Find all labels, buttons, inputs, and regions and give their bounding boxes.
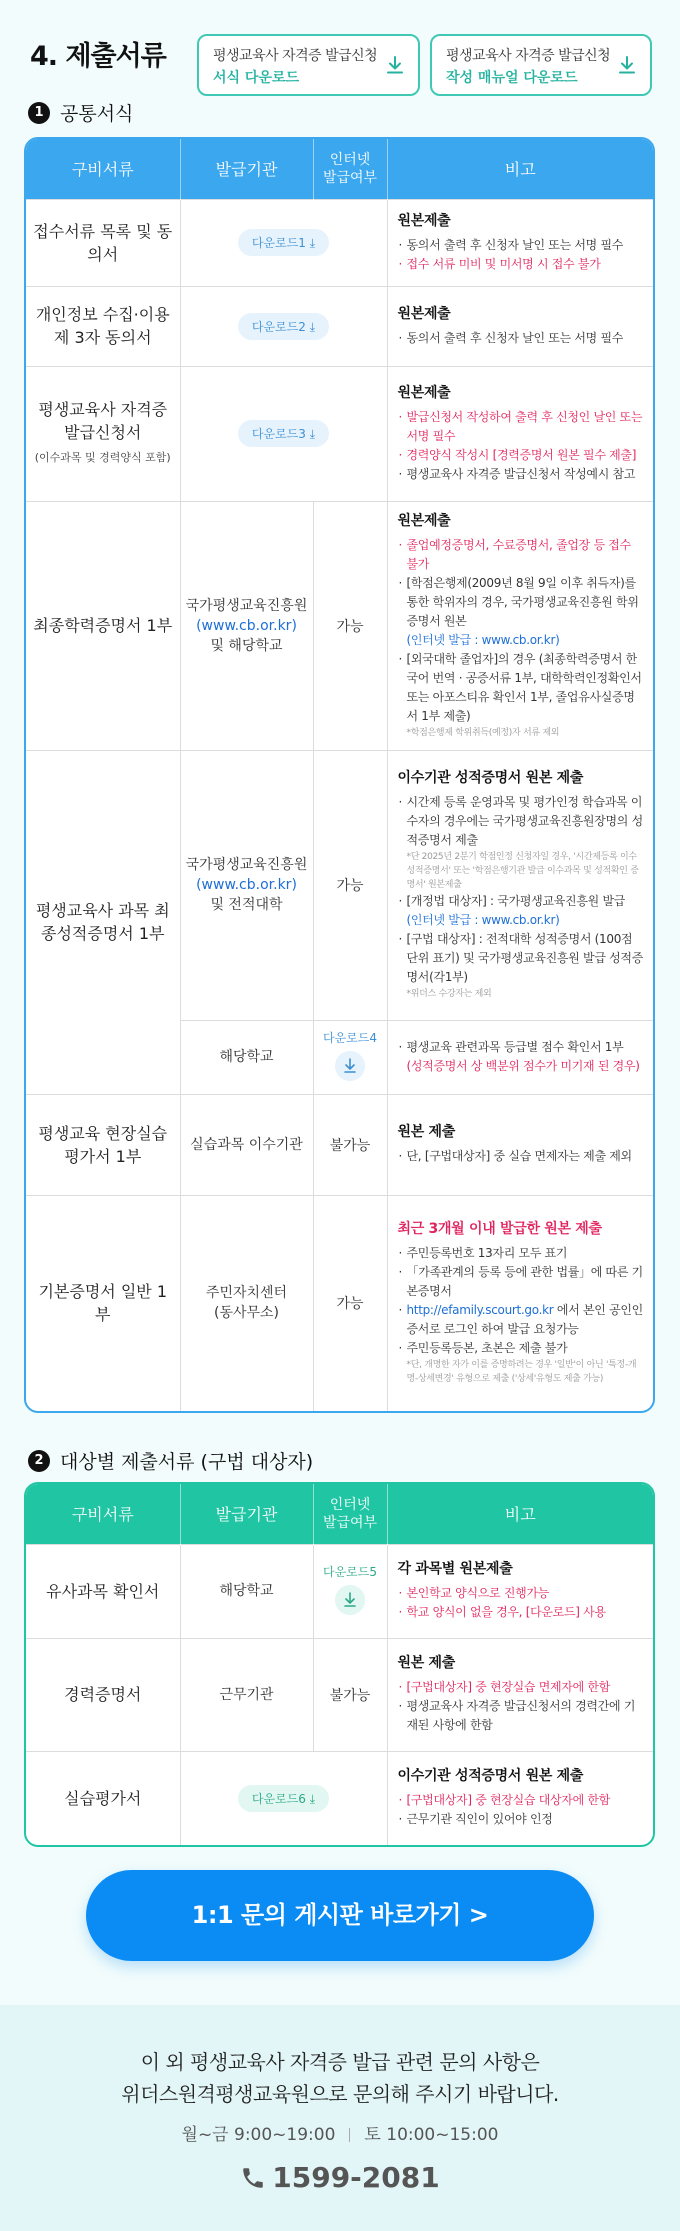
note-item-warning: · 발급신청서 작성하여 출력 후 신청인 날인 또는 서명 필수 — [398, 408, 644, 446]
table-row — [26, 199, 653, 286]
manual-download-sublabel: 작성 매뉴얼 다운로드 — [446, 70, 578, 86]
note-link[interactable]: (인터넷 발급 : www.cb.or.kr) — [406, 632, 560, 647]
download-icon — [616, 54, 638, 76]
note-item: · 평생교육사 자격증 발급신청서 작성예시 참고 — [398, 465, 644, 484]
issuer: 근무기관 — [180, 1638, 313, 1751]
table-row — [26, 366, 653, 501]
note-footnote: *학점은행제 학위취득(예정)자 서류 제외 — [406, 727, 560, 738]
online-availability: 가능 — [313, 501, 387, 750]
note-footnote: *위더스 수강자는 제외 — [406, 989, 492, 999]
download-icon: ⤓ — [309, 1791, 316, 1806]
doc-name: 최종학력증명서 1부 — [26, 501, 180, 750]
download-4-label: 다운로드4 — [322, 1031, 377, 1045]
note-footnote: *단 2025년 2분기 학점인정 신청자일 경우, '시간제등록 이수 성적증명서' 또는 '학점은행기관 발급 이수과목 및 성적확인 증명서' 원본제출 — [406, 852, 639, 890]
doc-name: 평생교육 현장실습평가서 1부 — [26, 1094, 180, 1195]
col-header-org: 발급기관 — [180, 139, 313, 199]
download-3-button[interactable]: 다운로드3 ⤓ — [238, 420, 329, 447]
download-icon: ⤓ — [309, 427, 316, 441]
note-heading: 원본제출 — [397, 512, 451, 529]
note-item-warning: · 접수 서류 미비 및 미서명 시 접수 불가 — [398, 255, 644, 274]
table-row — [26, 1544, 653, 1638]
efamily-link[interactable]: http://efamily.scourt.go.kr — [406, 1303, 554, 1318]
section-title: 대상별 제출서류 (구법 대상자) — [60, 1451, 314, 1473]
note-item: · 시간제 등록 운영과목 및 평가인정 학습과목 이수자의 경우에는 국가평생교육진흥원장명의 성적증명서 제출 — [398, 793, 644, 850]
issuer: 실습과목 이수기관 — [180, 1094, 313, 1195]
col-header-doc: 구비서류 — [26, 1484, 180, 1544]
note-item: · 동의서 출력 후 신청자 날인 또는 서명 필수 — [398, 329, 644, 348]
note-heading: 원본 제출 — [397, 1655, 455, 1671]
form-download-label: 평생교육사 자격증 발급신청 — [213, 48, 378, 64]
note-item: · [구법 대상자] : 전적대학 성적증명서 (100점 단위 표기) 및 국가평생교육진흥원 발급 성적증명서(각1부) — [398, 930, 644, 987]
note-item-warning: · 학교 양식이 없을 경우, [다운로드] 사용 — [398, 1603, 644, 1622]
col-header-note: 비고 — [387, 1484, 653, 1544]
note-heading: 이수기관 성적증명서 원본 제출 — [397, 1768, 584, 1785]
note-item-warning: · [구법대상자] 중 현장실습 면제자에 한함 — [398, 1678, 644, 1697]
online-availability: 가능 — [313, 1195, 387, 1411]
form-download-sublabel: 서식 다운로드 — [213, 70, 300, 86]
doc-name: 유사과목 확인서 — [26, 1544, 180, 1638]
col-header-org: 발급기관 — [180, 1484, 313, 1544]
online-availability: 불가능 — [313, 1094, 387, 1195]
phone-number[interactable]: 1599-2081 — [0, 2161, 680, 2194]
note-item: · 단, [구법대상자] 중 실습 면제자는 제출 제외 — [398, 1147, 644, 1166]
section-heading-target — [28, 1447, 313, 1474]
note-item: · 동의서 출력 후 신청자 날인 또는 서명 필수 — [398, 236, 644, 255]
doc-name: 평생교육사 자격증 발급신청서 (이수과목 및 경력양식 포함) — [26, 366, 180, 501]
section-number-badge: 2 — [28, 1450, 50, 1472]
note-link[interactable]: (인터넷 발급 : www.cb.or.kr) — [406, 913, 560, 927]
note-item: · [개정법 대상자] : 국가평생교육진흥원 발급 — [398, 892, 644, 911]
note-item: · 주민등록등본, 초본은 제출 불가 — [398, 1339, 644, 1358]
note-heading: 최근 3개월 이내 발급한 원본 제출 — [397, 1221, 602, 1238]
table-row — [26, 501, 653, 750]
issuer-link[interactable]: (www.cb.or.kr) — [196, 877, 297, 893]
doc-name: 경력증명서 — [26, 1638, 180, 1751]
note-item: · http://efamily.scourt.go.kr 에서 본인 공인인증서로 로그인 하여 발급 요청가능 — [398, 1301, 644, 1339]
download-2-button[interactable]: 다운로드2 ⤓ — [238, 313, 329, 340]
footer — [0, 2005, 680, 2231]
issuer: 해당학교 — [180, 1544, 313, 1638]
online-availability: 불가능 — [313, 1638, 387, 1751]
office-hours: 월~금 9:00~19:00 토 10:00~15:00 — [181, 2125, 499, 2145]
note-heading: 원본제출 — [397, 305, 451, 322]
doc-name: 평생교육사 과목 최종성적증명서 1부 — [26, 750, 180, 1094]
download-6-button[interactable]: 다운로드6 ⤓ — [238, 1785, 329, 1812]
note-item: · 평생교육사 자격증 발급신청서의 경력간에 기재된 사항에 한함 — [398, 1697, 644, 1735]
issuer: 해당학교 — [180, 1020, 313, 1094]
table-row — [26, 1195, 653, 1411]
table-header-row — [26, 1484, 653, 1544]
manual-download-button[interactable] — [430, 34, 652, 96]
note-item-warning: · 졸업예정증명서, 수료증명서, 졸업장 등 접수 불가 — [398, 536, 644, 574]
phone-icon — [240, 2165, 266, 2191]
note-heading: 원본제출 — [397, 212, 451, 229]
issuer: 주민자치센터 (동사무소) — [180, 1195, 313, 1411]
note-footnote: *단, 개명한 자가 이를 증명하려는 경우 '일반'이 아닌 '특정-개명-상세변경' 유형으로 제출 ('상세'유형도 제출 가능) — [406, 1360, 637, 1385]
common-forms-table — [24, 137, 655, 1413]
col-header-net: 인터넷 발급여부 — [313, 1484, 387, 1544]
note-heading: 원본 제출 — [397, 1124, 455, 1140]
note-item: · 「가족관계의 등록 등에 관한 법률」에 따른 기본증명서 — [398, 1263, 644, 1301]
note-item: · 평생교육 관련과목 등급별 점수 확인서 1부 — [398, 1038, 644, 1057]
table-row — [26, 750, 653, 1020]
footer-message: 이 외 평생교육사 자격증 발급 관련 문의 사항은 위더스원격평생교육원으로 문의해 주시기 바랍니다. — [121, 2050, 559, 2106]
download-icon: ⤓ — [309, 236, 316, 250]
issuer: 국가평생교육진흥원 (www.cb.or.kr) 및 전적대학 — [180, 750, 313, 1020]
download-5-label: 다운로드5 — [322, 1565, 377, 1579]
issuer-link[interactable]: (www.cb.or.kr) — [196, 617, 297, 634]
download-4-icon[interactable] — [335, 1051, 365, 1081]
inquiry-board-button[interactable]: 1:1 문의 게시판 바로가기 > — [86, 1870, 594, 1961]
note-item: · 근무기관 직인이 있어야 인정 — [398, 1810, 644, 1829]
doc-name: 실습평가서 — [26, 1751, 180, 1845]
note-heading: 각 과목별 원본제출 — [397, 1561, 513, 1577]
note-item-warning: · 본인학교 양식으로 진행가능 — [398, 1584, 644, 1603]
table-row — [26, 1094, 653, 1195]
note-heading: 원본제출 — [397, 384, 451, 401]
section-number-badge: 1 — [28, 102, 50, 124]
table-row — [26, 1751, 653, 1845]
note-heading: 이수기관 성적증명서 원본 제출 — [397, 770, 584, 786]
col-header-net: 인터넷 발급여부 — [313, 139, 387, 199]
doc-name: 개인정보 수집·이용 제 3자 동의서 — [26, 286, 180, 366]
note-item: · 주민등록번호 13자리 모두 표기 — [398, 1244, 644, 1263]
online-availability: 가능 — [313, 750, 387, 1020]
section-heading-common — [28, 99, 133, 126]
section-title: 공통서식 — [60, 103, 134, 125]
download-icon: ⤓ — [309, 319, 316, 334]
note-item-warning: · 경력양식 작성시 [경력증명서 원본 필수 제출] — [398, 446, 644, 465]
col-header-doc: 구비서류 — [26, 139, 180, 199]
target-forms-table — [24, 1482, 655, 1847]
page-title: 4. 제출서류 — [30, 41, 166, 72]
table-row — [26, 286, 653, 366]
form-download-button[interactable] — [197, 34, 420, 96]
download-icon — [384, 54, 406, 76]
doc-name: 기본증명서 일반 1부 — [26, 1195, 180, 1411]
note-item-warning: (성적증명서 상 백분위 점수가 미기재 된 경우) — [406, 1059, 640, 1073]
note-item: · [학점은행제(2009년 8월 9일 이후 취득자)를 통한 학위자의 경우, 국가평생교육진흥원 학위증명서 원본 — [398, 574, 644, 631]
table-header-row — [26, 139, 653, 199]
note-item: · [외국대학 졸업자]의 경우 (최종학력증명서 한국어 번역 · 공증서류 1부, 대학학력인정확인서 또는 아포스티유 확인서 1부, 졸업유사실증명서 1부 제출) — [398, 650, 644, 726]
download-5-icon[interactable] — [335, 1585, 365, 1615]
manual-download-label: 평생교육사 자격증 발급신청 — [446, 48, 611, 64]
issuer: 국가평생교육진흥원 (www.cb.or.kr) 및 해당학교 — [180, 501, 313, 750]
table-row — [26, 1638, 653, 1751]
col-header-note: 비고 — [387, 139, 653, 199]
download-1-button[interactable]: 다운로드1 ⤓ — [238, 229, 329, 256]
note-item-warning: · [구법대상자] 중 현장실습 대상자에 한함 — [398, 1791, 644, 1810]
doc-name: 접수서류 목록 및 동의서 — [26, 199, 180, 286]
